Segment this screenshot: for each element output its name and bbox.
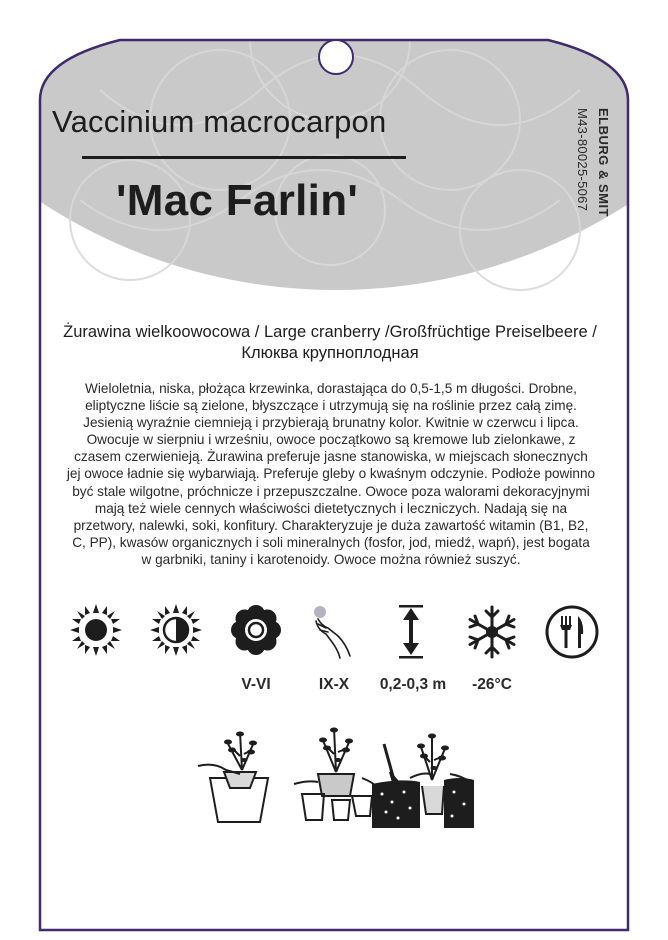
latin-name: Vaccinium macrocarpon xyxy=(52,104,387,139)
plant-description: Wieloletnia, niska, płożąca krzewinka, dorastająca do 0,5-1,5 m długości. Drobne, eliptyczne liście są zielone, błyszczące i utrzymują się na roślinie przez całą zimę. Jesienią wyraźnie ciemnieją i przybierają brunatny kolor. Kwitnie w czerwcu i lipca. Owocuje w sierpniu i wrześniu, owoce początkowo są kremowe lub zielonkawe, z czasem czerwienieją. Żurawina preferuje jasne stanowiska, w miejscach słonecznych jej owoce ładnie się wybarwiają. Preferuje gleby o kwaśnym odczynie. Podłoże powinno być stale wilgotne, próchnicze i przepuszczalne. Owoce poza walorami dekoracyjnymi mają też wiele cennych właściwości dietetycznych i leczniczych. Nadają się na przetwory, nalewki, soki, konfitury. Charakteryzuje je duża zawartość witamin (B1, B2, C, PP), kwasów organicznych i soli mineralnych (fosfor, jod, miedź, wapń), jest bogata w garbniki, taniny i karotenoidy. Owoce można również suszyć. xyxy=(66,381,596,567)
cultivar-name: 'Mac Farlin' xyxy=(116,176,359,225)
common-names: Żurawina wielkoowocowa / Large cranberry /Großfrüchtige Preiselbeere / Клюква крупноплодная xyxy=(63,323,597,362)
hang-hole xyxy=(319,40,353,74)
edible-icon xyxy=(544,604,600,660)
planting-step-3-icon xyxy=(370,724,474,828)
product-code: M43-80025-5067 xyxy=(575,108,590,212)
potting-step-2-icon xyxy=(292,720,378,824)
full-sun-icon xyxy=(70,604,122,656)
fruiting-period-label: IX-X xyxy=(318,676,350,693)
height-arrow-icon xyxy=(396,604,426,660)
half-shade-icon xyxy=(150,604,202,656)
flowering-period-label: V-VI xyxy=(241,676,271,693)
brand-name: ELBURG & SMIT xyxy=(596,108,611,218)
potting-step-1-icon xyxy=(196,726,282,826)
frost-icon xyxy=(464,604,520,660)
frost-hardiness-label: -26°C xyxy=(472,676,512,693)
height-label: 0,2-0,3 m xyxy=(379,676,447,693)
fruit-hand-icon xyxy=(308,604,360,660)
title-rule xyxy=(82,156,406,159)
flower-icon xyxy=(230,604,282,656)
